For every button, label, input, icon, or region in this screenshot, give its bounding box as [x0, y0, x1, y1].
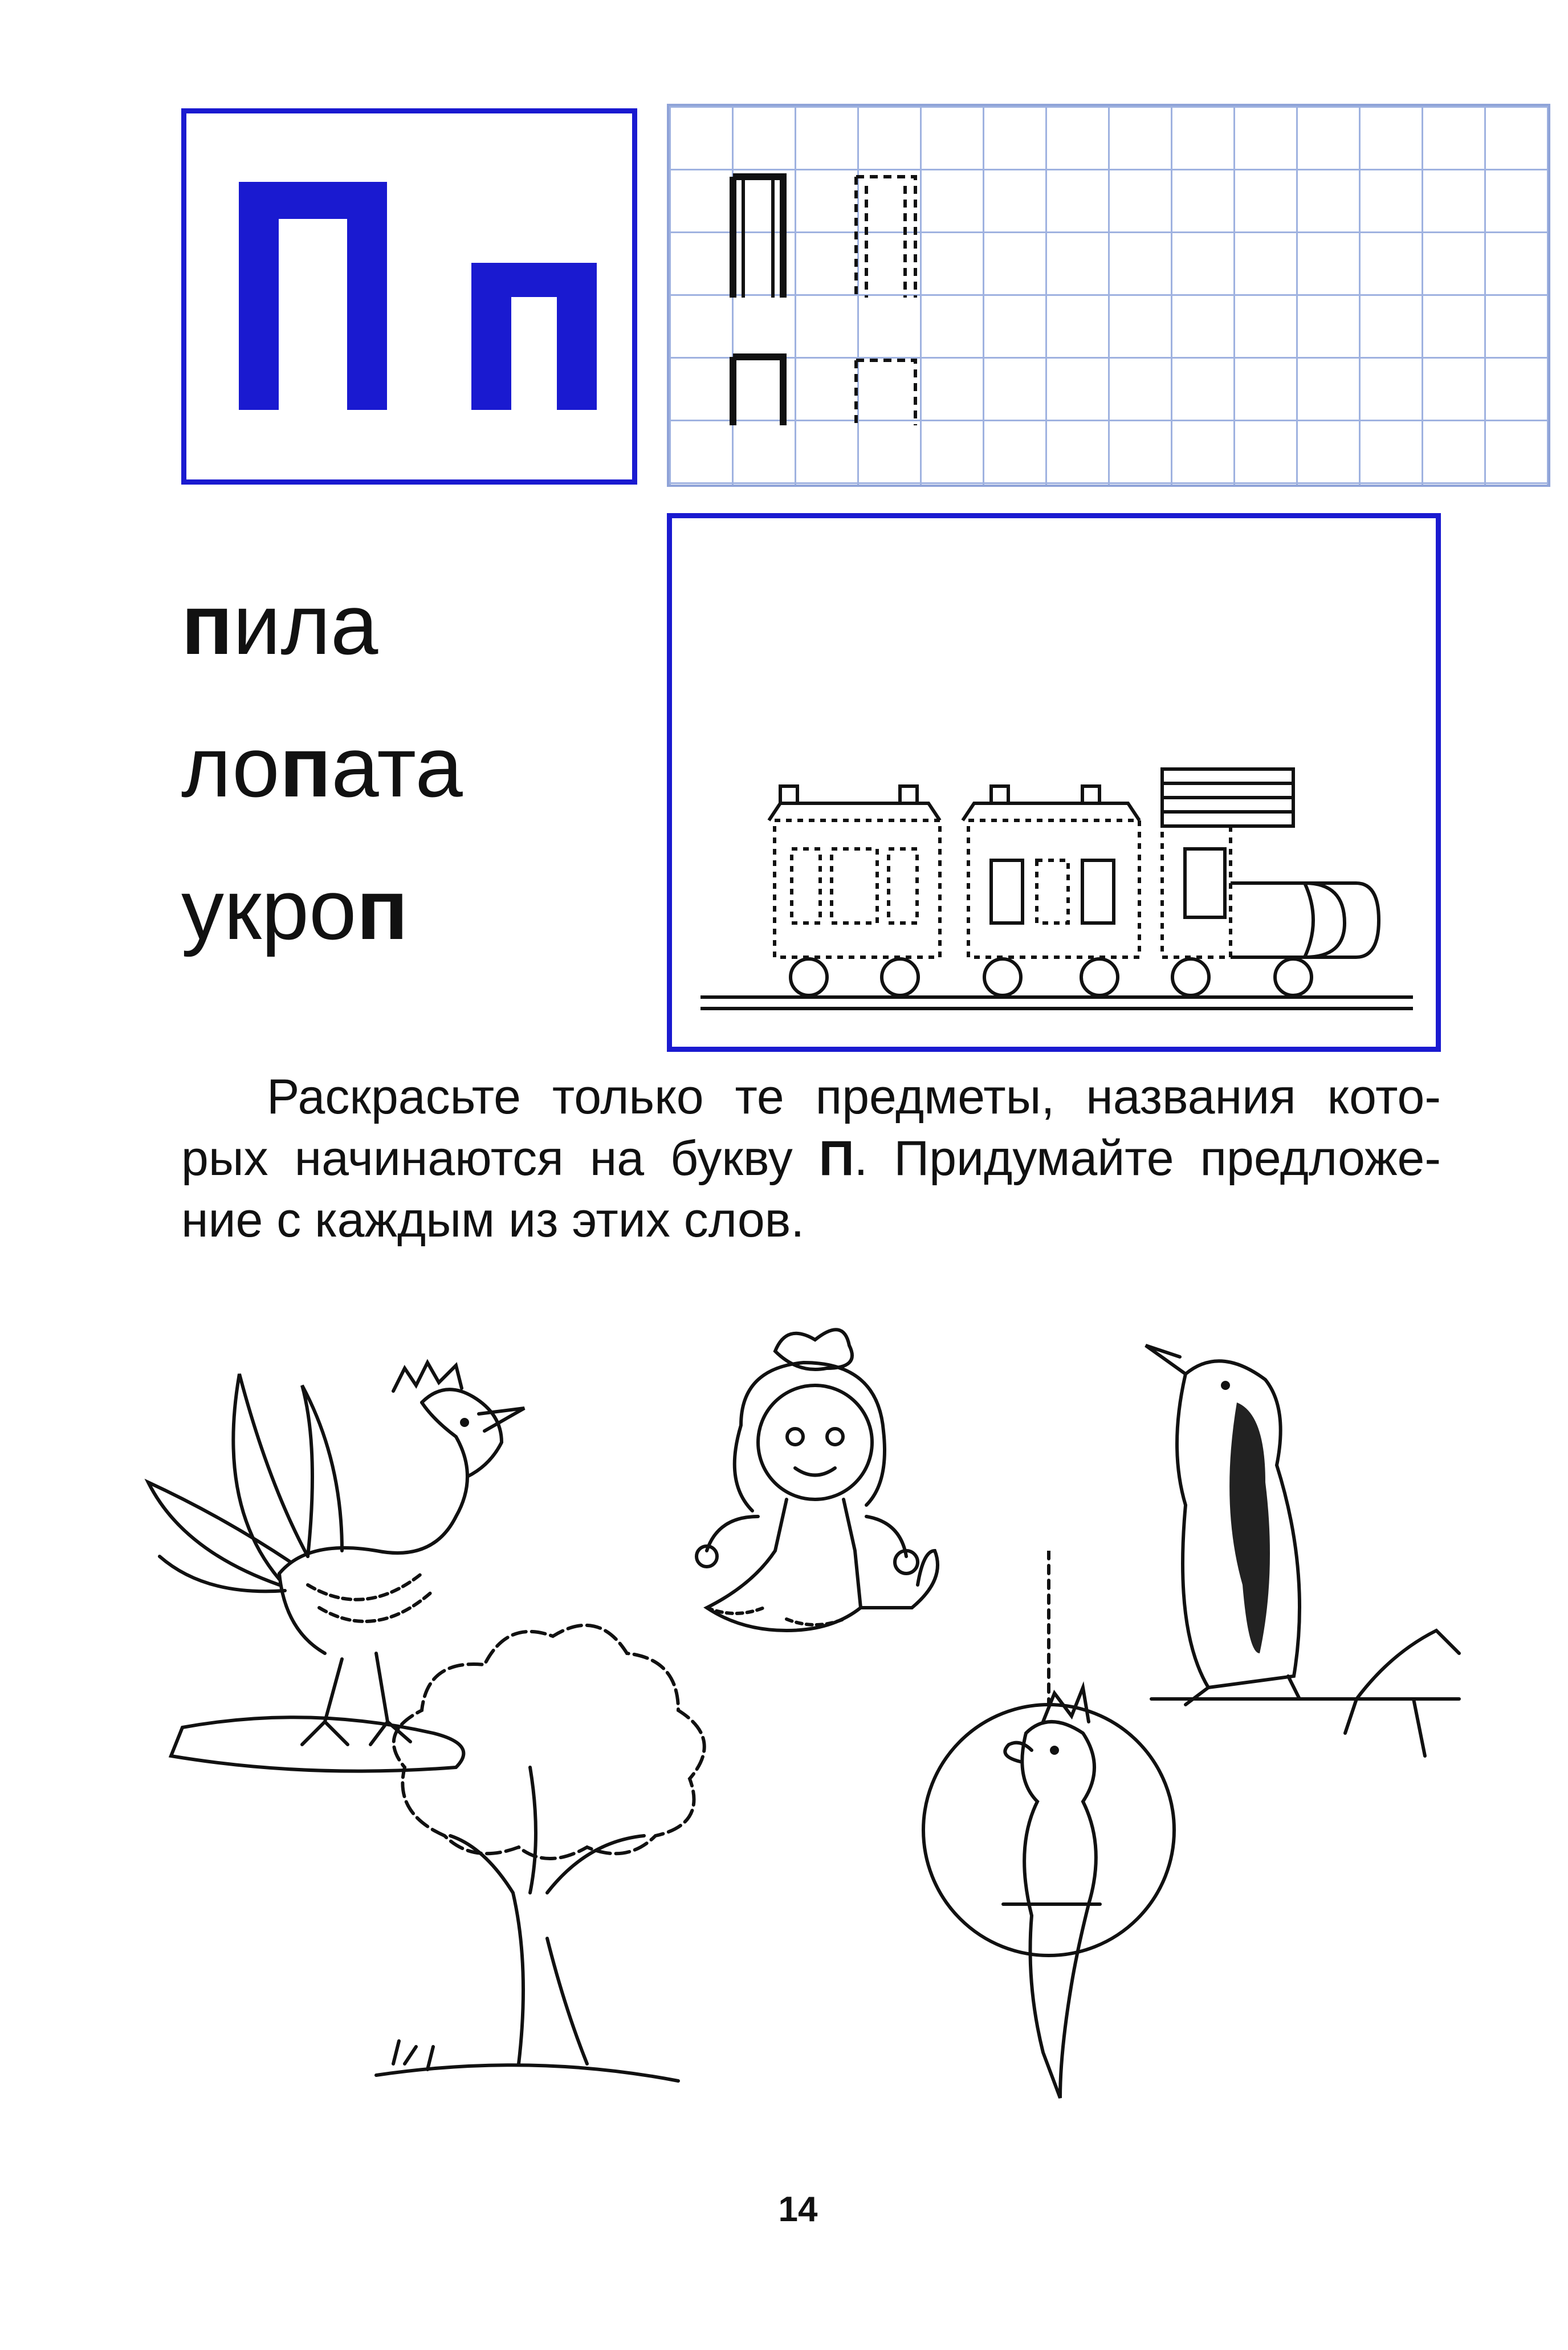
parrot-illustration — [901, 1551, 1243, 2121]
instruction-line-1: Раскрасьте только те предметы, названия кото- — [267, 1070, 1441, 1124]
tree-illustration — [359, 1596, 758, 2098]
train-picture-card — [667, 513, 1441, 1052]
instruction-line-2: рых начинаются на букву П. Придумайте предложе- — [181, 1131, 1441, 1186]
letter-card — [181, 108, 637, 485]
writing-grid — [667, 104, 1550, 487]
train-illustration — [672, 518, 1446, 1057]
instruction-line-3: ние с каждым из этих слов. — [181, 1193, 805, 1247]
word-lopata: лопата — [181, 719, 463, 815]
letter-trace-sample — [669, 106, 1553, 489]
letter-pp-glyph — [186, 113, 642, 490]
page-number: 14 — [778, 2190, 818, 2229]
word-pila: пила — [181, 576, 378, 672]
instruction-text — [181, 1066, 1441, 1251]
word-ukrop: укроп — [181, 861, 409, 957]
